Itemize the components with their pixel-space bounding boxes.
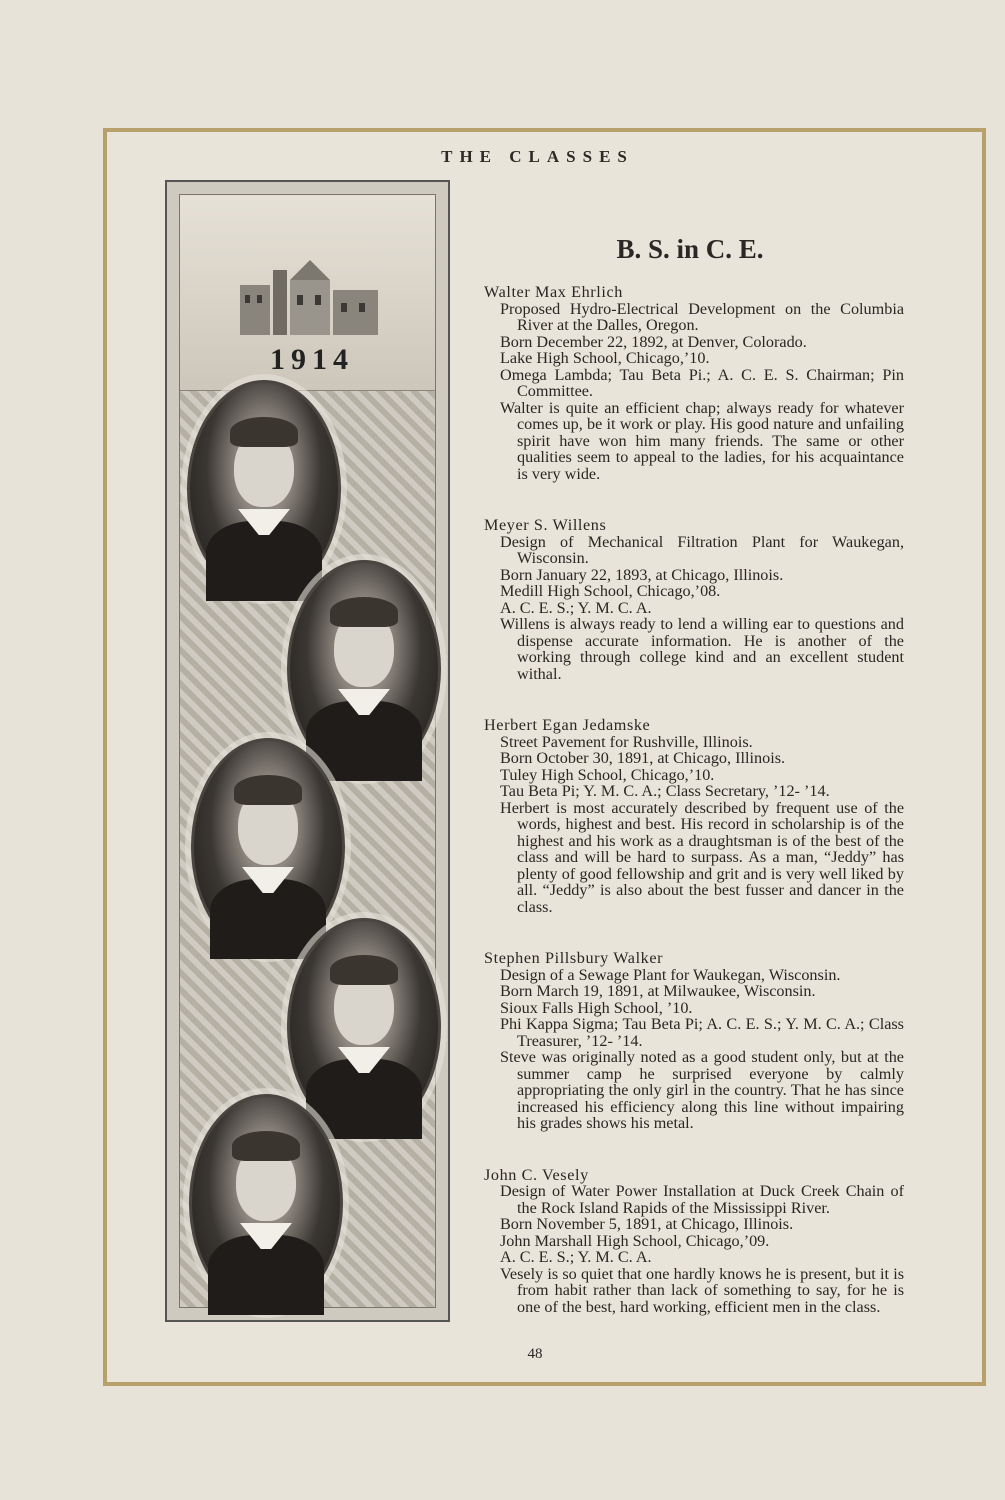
school-line: Lake High School, Chicago,’10. [500,349,710,367]
birth-line: Born October 30, 1891, at Chicago, Illinois. [500,749,786,767]
portrait-photo [187,380,341,598]
affiliations-line: Tau Beta Pi; Y. M. C. A.; Class Secretary, ’12- ’14. [500,782,830,800]
school-line: Medill High School, Chicago,’08. [500,582,721,600]
class-entries [484,284,904,1333]
student-name: John C. Vesely [484,1165,589,1184]
class-entry [484,717,904,915]
student-name: Walter Max Ehrlich [484,283,623,301]
birth-line: Born November 5, 1891, at Chicago, Illinois. [500,1215,794,1233]
year-emblem: 1914 [270,343,354,376]
campus-skyline-illustration [235,255,385,335]
affiliations-line: A. C. E. S.; Y. M. C. A. [500,598,652,617]
biography-text: Herbert is most accurately described by frequent use of the words, highest and best. His record in scholarship is of the highest and his work as a draughtsman is of the best of the class and will be hard to surpass. As a man, “Jeddy” has plenty of good fellowship and grit and is very well liked by all. “Jeddy” is also about the best fusser and dancer in the class. [500,798,904,916]
page-number: 48 [527,1346,543,1362]
birth-line: Born January 22, 1893, at Chicago, Illinois. [500,565,784,584]
portrait-photo [287,918,441,1136]
biography-text: Willens is always ready to lend a willing ear to questions and dispense accurate information. He is another of the working through college kind and an excellent student withal. [500,615,904,683]
school-line: Tuley High School, Chicago,’10. [500,765,715,784]
portrait-panel [165,180,450,1322]
affiliations-line: A. C. E. S.; Y. M. C. A. [500,1248,652,1266]
birth-line: Born March 19, 1891, at Milwaukee, Wisconsin. [500,982,816,1000]
thesis-title: Design of Mechanical Filtration Plant for Waukegan, Wisconsin. [500,532,904,567]
birth-line: Born December 22, 1892, at Denver, Colorado. [500,332,807,351]
biography-text: Steve was originally noted as a good student only, but at the summer camp he surprised everyone by calmly appropriating the only girl in the country. That he has since increased his efficiency along this line without impairing his grades shows his metal. [500,1048,904,1132]
student-name: Meyer S. Willens [484,516,607,534]
thesis-title: Proposed Hydro-Electrical Development on the Columbia River at the Dalles, Oregon. [500,299,904,334]
portrait-photo [189,1094,343,1312]
student-name: Herbert Egan Jedamske [484,716,651,734]
running-head: THE CLASSES [441,147,634,166]
biography-text: Walter is quite an efficient chap; always ready for whatever comes up, be it work or play. His good nature and unfailing spirit have won him many friends. The same or other qualities seem to appeal to the ladies, for his acquaintance is very wide. [500,398,904,483]
section-title: B. S. in C. E. [616,234,764,264]
portrait-photo [287,560,441,778]
thesis-title: Design of Water Power Installation at Duck Creek Chain of the Rock Island Rapids of the Mississippi River. [500,1182,904,1217]
affiliations-line: Omega Lambda; Tau Beta Pi.; A. C. E. S. Chairman; Pin Committee. [500,365,904,400]
thesis-title: Design of a Sewage Plant for Waukegan, Wisconsin. [500,965,841,984]
affiliations-line: Phi Kappa Sigma; Tau Beta Pi; A. C. E. S.; Y. M. C. A.; Class Treasurer, ’12- ’14. [500,1015,904,1050]
school-line: Sioux Falls High School, ’10. [500,998,693,1017]
thesis-title: Street Pavement for Rushville, Illinois. [500,732,753,751]
school-line: John Marshall High School, Chicago,’09. [500,1231,770,1250]
class-entry [484,284,904,482]
student-name: Stephen Pillsbury Walker [484,949,664,967]
portrait-photo [191,738,345,956]
class-entry [484,950,904,1132]
class-entry [484,1167,904,1316]
biography-text: Vesely is so quiet that one hardly knows he is present, but it is from habit rather than lack of something to say, for he is one of the best, hard working, efficient men in the class. [500,1264,904,1316]
class-entry [484,517,904,682]
skyline-banner [180,195,435,391]
